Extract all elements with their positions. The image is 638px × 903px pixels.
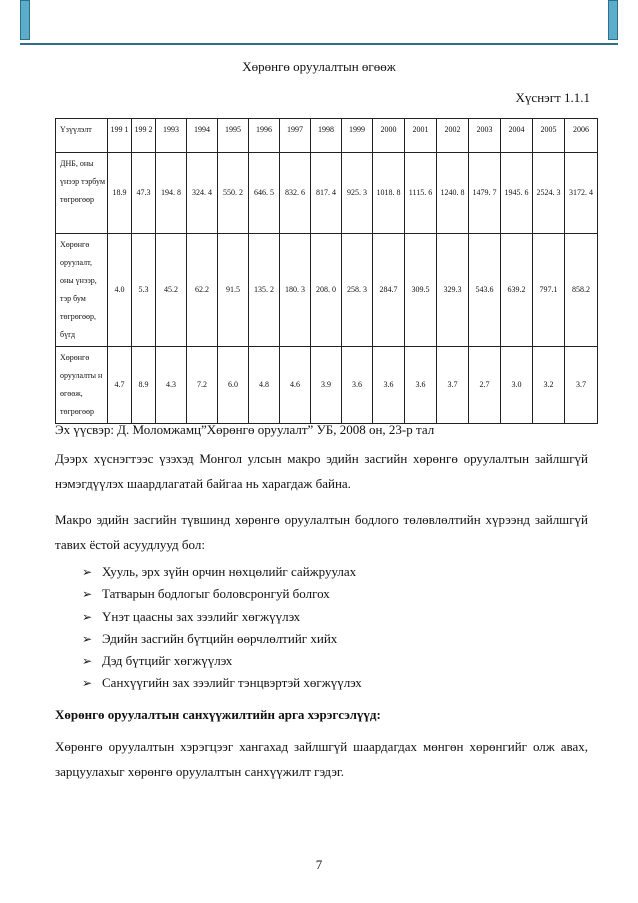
- table-cell: 817. 4: [311, 153, 342, 234]
- column-header-year: 1996: [249, 119, 280, 153]
- column-header-year: 1993: [156, 119, 187, 153]
- column-header-year: 1999: [342, 119, 373, 153]
- table-row: [56, 153, 598, 234]
- table-cell: 925. 3: [342, 153, 373, 234]
- table-cell: 832. 6: [280, 153, 311, 234]
- list-item-text: Дэд бүтцийг хөгжүүлэх: [102, 653, 233, 669]
- table-cell: 4.0: [108, 234, 132, 347]
- table-cell: 135. 2: [249, 234, 280, 347]
- row-label: Хөрөнгө оруулалты н өгөөж, төгрөгөөр: [56, 347, 108, 424]
- bullet-list: [82, 561, 362, 695]
- table-cell: 8.9: [132, 347, 156, 424]
- column-header-year: 2005: [533, 119, 565, 153]
- header-decor-right: [608, 0, 618, 40]
- row-label: ДНБ, оны үнээр тэрбум төгрөгөөр: [56, 153, 108, 234]
- table-source: Эх үүсвэр: Д. Моломжамц”Хөрөнгө оруулалт” УБ, 2008 он, 23-р тал: [55, 422, 435, 437]
- table-cell: 3.6: [342, 347, 373, 424]
- section-heading: Хөрөнгө оруулалтын санхүүжилтийн арга хэрэгсэлүүд:: [55, 707, 381, 722]
- column-header-indicator: Үзүүлэлт: [56, 119, 108, 153]
- table-cell: 4.3: [156, 347, 187, 424]
- column-header-year: 2000: [373, 119, 405, 153]
- table-cell: 18.9: [108, 153, 132, 234]
- list-item: [82, 650, 362, 672]
- data-table: [55, 118, 598, 424]
- table-cell: 2.7: [469, 347, 501, 424]
- table-cell: 3.7: [565, 347, 598, 424]
- table-cell: 4.7: [108, 347, 132, 424]
- column-header-year: 1994: [187, 119, 218, 153]
- table-cell: 543.6: [469, 234, 501, 347]
- arrow-bullet-icon: ➢: [82, 609, 93, 624]
- list-item: [82, 628, 362, 650]
- table-row: [56, 347, 598, 424]
- column-header-year: 1998: [311, 119, 342, 153]
- column-header-year: 2004: [501, 119, 533, 153]
- table-cell: 208. 0: [311, 234, 342, 347]
- table-cell: 4.8: [249, 347, 280, 424]
- column-header-year: 199 1: [108, 119, 132, 153]
- table-cell: 329.3: [437, 234, 469, 347]
- table-cell: 3.0: [501, 347, 533, 424]
- column-header-year: 2001: [405, 119, 437, 153]
- list-item: [82, 561, 362, 583]
- table-cell: 550. 2: [218, 153, 249, 234]
- paragraph-3: Хөрөнгө оруулалтын хэрэгцээг хангахад зайлшгүй шаардагдах мөнгөн хөрөнгийг олж авах, зарцуулахыг хөрөнгө оруулалтын санхүүжилт гэдэг.: [55, 739, 588, 779]
- table-cell: 639.2: [501, 234, 533, 347]
- table-cell: 324. 4: [187, 153, 218, 234]
- column-header-year: 2006: [565, 119, 598, 153]
- arrow-bullet-icon: ➢: [82, 654, 93, 669]
- list-item: [82, 606, 362, 628]
- table-cell: 1115. 6: [405, 153, 437, 234]
- table-cell: 646. 5: [249, 153, 280, 234]
- table-cell: 309.5: [405, 234, 437, 347]
- list-item: [82, 672, 362, 694]
- table-cell: 1018. 8: [373, 153, 405, 234]
- table-cell: 3.7: [437, 347, 469, 424]
- page-title: Хөрөнгө оруулалтын өгөөж: [242, 59, 396, 74]
- table-cell: 6.0: [218, 347, 249, 424]
- table-cell: 194. 8: [156, 153, 187, 234]
- table-cell: 3.9: [311, 347, 342, 424]
- paragraph-2: Макро эдийн засгийн түвшинд хөрөнгө оруулалтын бодлого төлөвлөлтийн хүрээнд зайлшгүй тавих ёстой асуудлууд бол:: [55, 512, 588, 552]
- table-header-row: [56, 119, 598, 153]
- paragraph-1: Дээрх хүснэгтээс үзэхэд Монгол улсын макро эдийн засгийн хөрөнгө оруулалтын зайлшгүй нэмэгдүүлэх шаардлагатай байгаа нь харагдаж байна.: [55, 451, 588, 491]
- list-item-text: Хууль, эрх зүйн орчин нөхцөлийг сайжруулах: [102, 564, 357, 579]
- list-item-text: Татварын бодлогыг боловсронгуй болгох: [102, 586, 330, 602]
- table-cell: 797.1: [533, 234, 565, 347]
- table-cell: 7.2: [187, 347, 218, 424]
- row-label: Хөрөнгө оруулалт, оны үнээр, тэр бум төгрөгөөр, бүгд: [56, 234, 108, 347]
- table-cell: 47.3: [132, 153, 156, 234]
- column-header-year: 1997: [280, 119, 311, 153]
- header-rule: [20, 43, 618, 45]
- table-cell: 1240. 8: [437, 153, 469, 234]
- arrow-bullet-icon: ➢: [82, 565, 93, 579]
- table-cell: 5.3: [132, 234, 156, 347]
- arrow-bullet-icon: ➢: [82, 676, 93, 691]
- table-cell: 284.7: [373, 234, 405, 347]
- column-header-year: 2002: [437, 119, 469, 153]
- table-cell: 62.2: [187, 234, 218, 347]
- table-caption: Хүснэгт 1.1.1: [515, 90, 590, 105]
- table-cell: 180. 3: [280, 234, 311, 347]
- list-item-text: Санхүүгийн зах зээлийг тэнцвэртэй хөгжүүлэх: [102, 675, 362, 691]
- table-cell: 45.2: [156, 234, 187, 347]
- table-cell: 1479. 7: [469, 153, 501, 234]
- list-item: [82, 583, 362, 605]
- table-cell: 3.6: [405, 347, 437, 424]
- table-cell: 1945. 6: [501, 153, 533, 234]
- list-item-text: Эдийн засгийн бүтцийн өөрчлөлтийг хийх: [102, 630, 338, 646]
- table-cell: 858.2: [565, 234, 598, 347]
- table-cell: 3172. 4: [565, 153, 598, 234]
- column-header-year: 1995: [218, 119, 249, 153]
- table-cell: 258. 3: [342, 234, 373, 347]
- table-row: [56, 234, 598, 347]
- table-cell: 4.6: [280, 347, 311, 424]
- list-item-text: Үнэт цаасны зах зээлийг хөгжүүлэх: [102, 608, 301, 624]
- table-cell: 91.5: [218, 234, 249, 347]
- table-cell: 3.6: [373, 347, 405, 424]
- column-header-year: 2003: [469, 119, 501, 153]
- arrow-bullet-icon: ➢: [82, 587, 93, 602]
- table-cell: 2524. 3: [533, 153, 565, 234]
- page-number: 7: [315, 857, 323, 872]
- table-cell: 3.2: [533, 347, 565, 424]
- arrow-bullet-icon: ➢: [82, 631, 93, 646]
- header-decor-left: [20, 0, 30, 40]
- column-header-year: 199 2: [132, 119, 156, 153]
